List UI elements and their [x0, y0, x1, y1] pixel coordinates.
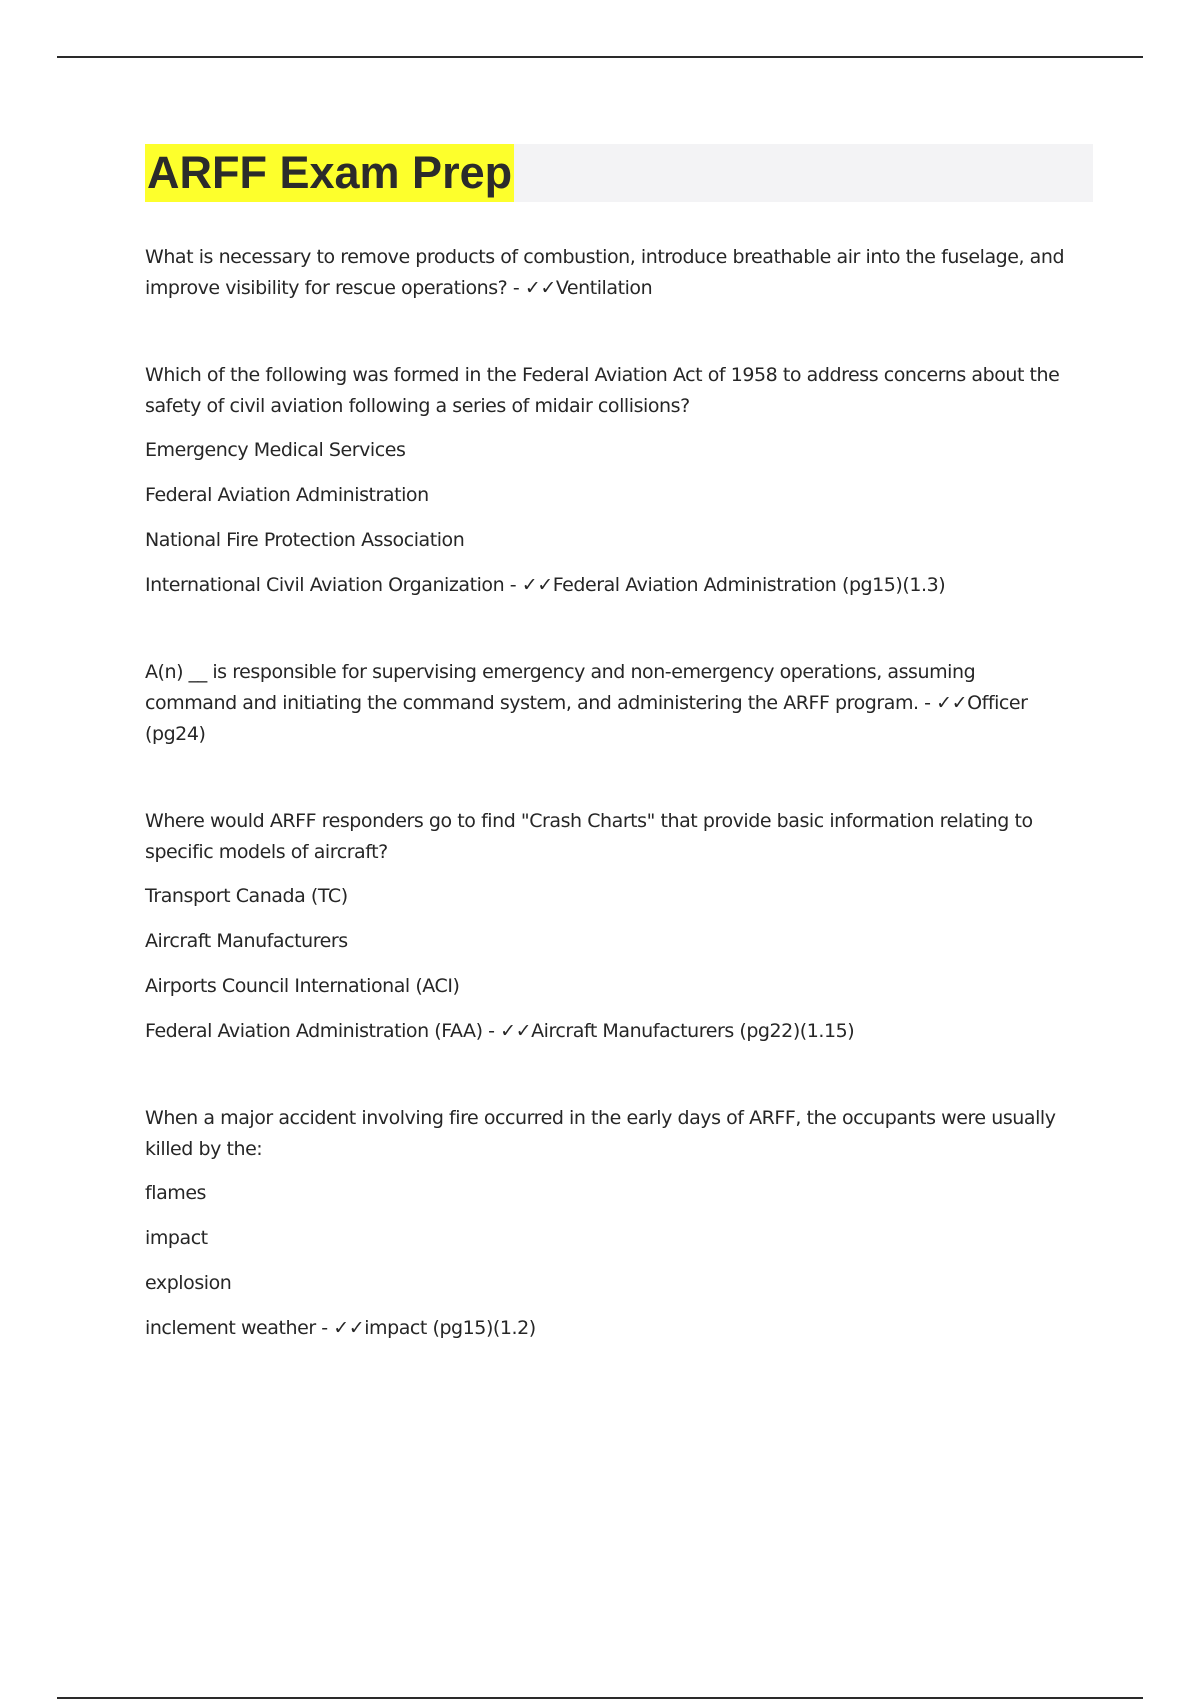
answer-option-with-key: International Civil Aviation Organization - ✓✓Federal Aviation Administration (pg15)(1.3) — [145, 574, 946, 596]
top-rule — [57, 56, 1143, 58]
answer-option: Aircraft Manufacturers — [145, 930, 348, 952]
answer-option: National Fire Protection Association — [145, 529, 465, 551]
question-block-2 — [145, 360, 1065, 601]
page-title: ARFF Exam Prep — [145, 144, 514, 202]
question-text: What is necessary to remove products of combustion, introduce breathable air into the fuselage, and improve visibility for rescue operations? - ✓✓Ventilation — [145, 246, 1065, 299]
answer-option: explosion — [145, 1272, 232, 1294]
qa-content — [145, 242, 1065, 1400]
answer-option-with-key: inclement weather - ✓✓impact (pg15)(1.2) — [145, 1317, 536, 1339]
answer-option: impact — [145, 1227, 208, 1249]
answer-option-with-key: Federal Aviation Administration (FAA) - ✓✓Aircraft Manufacturers (pg22)(1.15) — [145, 1020, 855, 1042]
answer-option: Federal Aviation Administration — [145, 484, 429, 506]
question-block-4 — [145, 806, 1065, 1047]
answer-option: Transport Canada (TC) — [145, 885, 348, 907]
question-text: Which of the following was formed in the Federal Aviation Act of 1958 to address concerns about the safety of civil aviation following a series of midair collisions? — [145, 364, 1060, 417]
question-text: Where would ARFF responders go to find "Crash Charts" that provide basic information relating to specific models of aircraft? — [145, 810, 1033, 863]
answer-option: Airports Council International (ACI) — [145, 975, 460, 997]
bottom-rule — [57, 1697, 1143, 1699]
question-text: When a major accident involving fire occurred in the early days of ARFF, the occupants were usually killed by the: — [145, 1107, 1056, 1160]
question-block-1 — [145, 242, 1065, 304]
answer-option: Emergency Medical Services — [145, 439, 406, 461]
question-text: A(n) __ is responsible for supervising emergency and non-emergency operations, assuming command and initiating the command system, and administering the ARFF program. - ✓✓Officer (pg24) — [145, 661, 1028, 745]
question-block-5 — [145, 1103, 1065, 1344]
answer-option: flames — [145, 1182, 207, 1204]
question-block-3 — [145, 657, 1065, 750]
